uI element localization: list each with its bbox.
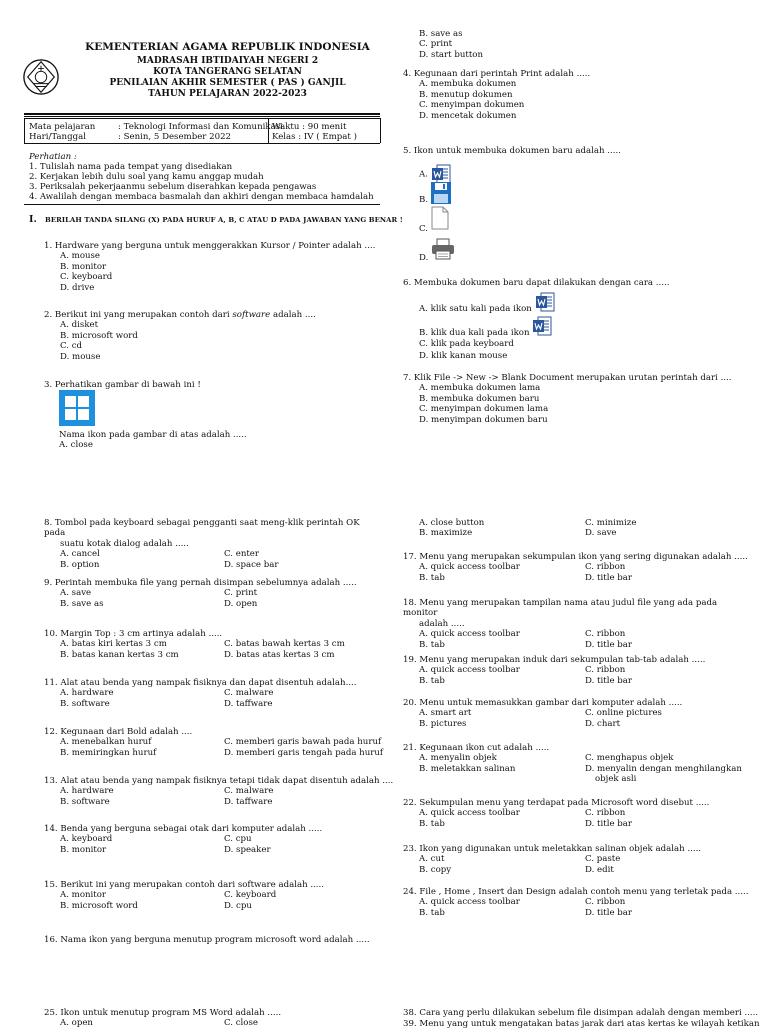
section-number: I.	[29, 214, 37, 225]
option-a[interactable]: A. quick access toolbar	[419, 897, 520, 908]
option-c[interactable]: C. menghapus objek	[585, 753, 674, 764]
option-a[interactable]: A. keyboard	[60, 834, 113, 845]
question-10: 10. Margin Top : 3 cm artinya adalah ..... A. batas kiri kertas 3 cm C. batas bawah kertas 3 cm B. batas kanan kertas 3 cm D. batas atas kertas 3 cm	[44, 629, 404, 660]
question-2-italic: software	[232, 310, 271, 320]
option-b[interactable]: B. microsoft word	[60, 900, 138, 911]
section-instruction: BERILAH TANDA SILANG (X) PADA HURUF A, B, C ATAU D PADA JAWABAN YANG BENAR !	[45, 216, 403, 224]
option-b[interactable]: B. save as	[419, 29, 463, 39]
option-c[interactable]: C. enter	[224, 549, 259, 560]
option-c[interactable]: C. malware	[224, 786, 274, 797]
question-23: 23. Ikon yang digunakan untuk meletakkan salinan objek adalah ..... A. cut C. paste B. copy D. edit	[403, 844, 755, 875]
option-a-label: A. klik satu kali pada ikon	[419, 303, 532, 314]
option-d[interactable]: D. menyimpan dokumen baru	[419, 414, 548, 425]
option-a[interactable]: A. monitor	[60, 890, 107, 901]
option-c-label: C.	[419, 223, 429, 234]
option-b[interactable]: B. tab	[419, 572, 445, 583]
option-d[interactable]: D. mouse	[60, 351, 101, 362]
option-c[interactable]: C. paste	[585, 854, 621, 865]
question-19: 19. Menu yang merupakan induk dari sekumpulan tab-tab adalah ..... A. quick access toolbar C. ribbon B. tab D. title bar	[403, 655, 755, 686]
info-subject-value: : Teknologi Informasi dan Komunikasi	[118, 122, 283, 132]
option-c[interactable]: C. batas bawah kertas 3 cm	[224, 639, 345, 650]
notice-item: 1. Tulislah nama pada tempat yang disediakan	[29, 162, 233, 172]
option-d[interactable]: D. title bar	[585, 639, 633, 650]
save-floppy-icon	[431, 182, 451, 204]
question-22: 22. Sekumpulan menu yang terdapat pada Microsoft word disebut ..... A. quick access toolbar C. ribbon B. tab D. title bar	[403, 798, 755, 829]
option-d[interactable]: D. mencetak dokumen	[419, 110, 517, 121]
option-b[interactable]: B. batas kanan kertas 3 cm	[60, 649, 179, 660]
option-d[interactable]: D. save	[585, 528, 617, 539]
option-b[interactable]: B. tab	[419, 818, 445, 829]
option-a[interactable]: A. membuka dokumen	[419, 79, 517, 90]
option-c[interactable]: C. ribbon	[585, 562, 626, 573]
option-b[interactable]: B. save as	[60, 598, 104, 609]
question-12: 12. Kegunaan dari Bold adalah .... A. menebalkan huruf C. memberi garis bawah pada huruf B. memiringkan huruf D. memberi garis tengah pada huruf	[44, 727, 404, 758]
question-17: 17. Menu yang merupakan sekumpulan ikon yang sering digunakan adalah ..... A. quick access toolbar C. ribbon B. tab D. title bar	[403, 552, 755, 583]
notice-divider	[24, 204, 380, 205]
info-box-bottom	[24, 143, 380, 144]
option-b[interactable]: B. tab	[419, 639, 445, 650]
option-b[interactable]: B. monitor	[60, 261, 107, 272]
option-a[interactable]: A. disket	[60, 320, 99, 331]
option-a[interactable]: A. batas kiri kertas 3 cm	[60, 639, 167, 650]
option-b[interactable]: B. meletakkan salinan	[419, 763, 516, 774]
question-18: 18. Menu yang merupakan tampilan nama atau judul file yang ada pada monitor adalah ..... A. quick access toolbar C. ribbon B. tab D. title bar	[403, 598, 743, 650]
option-d[interactable]: D. chart	[585, 718, 621, 729]
option-a[interactable]: A. membuka dokumen lama	[419, 383, 541, 394]
option-a[interactable]: A. menyalin objek	[419, 753, 497, 764]
option-d[interactable]: D. open	[224, 598, 258, 609]
option-b-label: B. klik dua kali pada ikon	[419, 327, 530, 338]
question-3-stem: 3. Perhatikan gambar di bawah ini !	[44, 380, 201, 390]
header-school: MADRASAH IBTIDAIYAH NEGERI 2	[136, 56, 319, 66]
option-d-continued: objek asli	[595, 774, 637, 785]
option-c[interactable]: C. menyimpan dokumen lama	[419, 404, 549, 415]
option-b[interactable]: B. option	[60, 559, 100, 570]
option-d[interactable]: D. taffware	[224, 698, 273, 709]
question-5-stem: 5. Ikon untuk membuka dokumen baru adalah .....	[403, 146, 621, 156]
info-box-left	[24, 118, 25, 143]
option-d[interactable]: D. memberi garis tengah pada huruf	[224, 747, 384, 758]
option-a[interactable]: A. quick access toolbar	[419, 629, 520, 640]
question-2-stem-end: adalah ....	[270, 310, 316, 320]
option-d[interactable]: D. title bar	[585, 907, 633, 918]
question-6-stem: 6. Membuka dokumen baru dapat dilakukan dengan cara .....	[403, 278, 670, 288]
option-c[interactable]: C. menyimpan dokumen	[419, 100, 525, 111]
option-a[interactable]: A. quick access toolbar	[419, 665, 520, 676]
option-b[interactable]: B. microsoft word	[60, 330, 138, 341]
notice-item: 4. Awalilah dengan membaca basmalah dan akhiri dengan membaca hamdalah	[29, 192, 374, 202]
question-13: 13. Alat atau benda yang nampak fisiknya tetapi tidak dapat disentuh adalah .... A. hardware C. malware B. software D. taffware	[44, 776, 404, 807]
question-39-stem: 39. Menu yang untuk mengatakan batas jarak dari atas kertas ke wilayah ketikan	[403, 1019, 760, 1029]
option-d[interactable]	[419, 238, 455, 263]
option-d[interactable]: D. edit	[585, 864, 614, 875]
option-d[interactable]: D. klik kanan mouse	[419, 351, 508, 361]
question-38-stem: 38. Cara yang perlu dilakukan sebelum file disimpan adalah dengan memberi .....	[403, 1008, 759, 1018]
word-icon	[431, 164, 451, 184]
option-b[interactable]: B. membuka dokumen baru	[419, 393, 540, 404]
option-c[interactable]: C. close	[224, 1018, 258, 1029]
option-d[interactable]: D. title bar	[585, 818, 633, 829]
question-14: 14. Benda yang berguna sebagai otak dari komputer adalah ..... A. keyboard C. cpu B. monitor D. speaker	[44, 824, 404, 855]
option-c[interactable]: C. ribbon	[585, 629, 626, 640]
option-b[interactable]: B. memiringkan huruf	[60, 747, 157, 758]
option-a[interactable]: A. hardware	[60, 688, 114, 699]
question-16-options	[403, 518, 755, 539]
windows-logo-icon	[59, 390, 95, 426]
option-a[interactable]	[419, 292, 555, 312]
blank-document-icon	[431, 206, 449, 230]
option-c[interactable]: C. malware	[224, 688, 274, 699]
question-15: 15. Berikut ini yang merupakan contoh dari software adalah ..... A. monitor C. keyboard B. microsoft word D. cpu	[44, 880, 404, 911]
option-a[interactable]: A. save	[60, 588, 92, 599]
header-divider-thin	[24, 116, 380, 117]
info-date-label: Hari/Tanggal	[29, 132, 86, 142]
question-21: 21. Kegunaan ikon cut adalah ..... A. menyalin objek C. menghapus objek B. meletakkan salinan D. menyalin dengan menghilangkan objek asli	[403, 743, 755, 785]
option-c[interactable]: C. cpu	[224, 834, 252, 845]
option-d[interactable]: D. batas atas kertas 3 cm	[224, 649, 335, 660]
option-a[interactable]: A. quick access toolbar	[419, 562, 520, 573]
option-a[interactable]: A. smart art	[419, 708, 472, 719]
option-c[interactable]: C. cd	[60, 341, 83, 352]
question-25: 25. Ikon untuk menutup program MS Word adalah ..... A. open C. close	[44, 1008, 404, 1029]
option-d[interactable]: D. menyalin dengan menghilangkan	[585, 763, 742, 774]
question-9: 9. Perintah membuka file yang pernah disimpan sebelumnya adalah ..... A. save C. print B. save as D. open	[44, 578, 404, 609]
printer-icon	[431, 238, 455, 260]
option-b[interactable]: B. monitor	[60, 844, 107, 855]
info-subject-label: Mata pelajaran	[29, 122, 96, 132]
option-c[interactable]	[419, 206, 449, 234]
option-d[interactable]: D. cpu	[224, 900, 252, 911]
option-d[interactable]: D. space bar	[224, 559, 279, 570]
option-a[interactable]: A. close	[59, 440, 93, 450]
option-d[interactable]: D. speaker	[224, 844, 271, 855]
info-box-right	[380, 118, 381, 143]
option-a[interactable]: A. cancel	[60, 549, 100, 560]
option-a[interactable]: A. mouse	[60, 251, 101, 262]
info-date-value: : Senin, 5 Desember 2022	[118, 132, 231, 142]
option-c[interactable]: C. print	[224, 588, 258, 599]
option-b[interactable]: B. maximize	[419, 528, 473, 539]
option-d[interactable]: D. start button	[419, 49, 483, 60]
ministry-seal-icon	[22, 58, 60, 96]
option-a[interactable]: A. close button	[419, 518, 485, 528]
question-24: 24. File , Home , Insert dan Design adalah contoh menu yang terletak pada ..... A. quick access toolbar C. ribbon B. tab D. title bar	[403, 887, 755, 918]
option-c[interactable]: C. memberi garis bawah pada huruf	[224, 737, 382, 748]
option-a[interactable]: A. hardware	[60, 786, 114, 797]
question-4: 4. Kegunaan dari perintah Print adalah ..... A. membuka dokumen B. menutup dokumen C. menyimpan dokumen D. mencetak dokumen	[403, 69, 591, 121]
option-a[interactable]: A. cut	[419, 854, 445, 865]
option-a[interactable]	[419, 164, 451, 184]
word-icon	[532, 316, 552, 336]
option-c[interactable]: C. keyboard	[60, 272, 113, 283]
option-d[interactable]: D. drive	[60, 282, 95, 293]
question-16-stem: 16. Nama ikon yang berguna menutup program microsoft word adalah .....	[44, 935, 370, 945]
option-c[interactable]: C. print	[419, 39, 453, 50]
question-2-stem: 2. Berikut ini yang merupakan contoh dari	[44, 310, 233, 320]
question-2	[44, 310, 316, 362]
option-a[interactable]: A. quick access toolbar	[419, 808, 520, 819]
header-ministry: KEMENTERIAN AGAMA REPUBLIK INDONESIA	[85, 41, 370, 53]
question-1: 1. Hardware yang berguna untuk menggerakkan Kursor / Pointer adalah .... A. mouse B. monitor C. keyboard D. drive	[44, 241, 376, 293]
option-d-label: D.	[419, 252, 429, 263]
option-d[interactable]: D. title bar	[585, 572, 633, 583]
question-20: 20. Menu untuk memasukkan gambar dari komputer adalah ..... A. smart art C. online pictures B. pictures D. chart	[403, 698, 755, 729]
option-d[interactable]: D. title bar	[585, 675, 633, 686]
info-time: Waktu : 90 menit	[272, 122, 347, 132]
question-8: 8. Tombol pada keyboard sebagai pengganti saat meng-klik perintah OK pada suatu kotak dialog adalah ..... A. cancel C. enter B. option D. space bar	[44, 518, 380, 570]
option-b[interactable]: B. tab	[419, 907, 445, 918]
header-divider	[24, 113, 380, 115]
option-b[interactable]: B. software	[60, 796, 110, 807]
option-b[interactable]	[419, 182, 451, 204]
option-c[interactable]: C. ribbon	[585, 808, 626, 819]
option-a[interactable]: A. menebalkan huruf	[60, 737, 152, 748]
header-year: TAHUN PELAJARAN 2022-2023	[148, 89, 307, 99]
info-class: Kelas : IV ( Empat )	[272, 132, 357, 142]
option-c[interactable]: C. minimize	[585, 518, 637, 528]
option-a[interactable]: A. open	[60, 1018, 93, 1029]
question-3-continued	[403, 29, 483, 60]
option-b[interactable]: B. copy	[419, 864, 452, 875]
notice-title: Perhatian :	[29, 152, 77, 162]
option-a-label: A.	[419, 169, 428, 180]
option-c[interactable]: C. keyboard	[224, 890, 277, 901]
notice-item: 3. Periksalah pekerjaanmu sebelum diserahkan kepada pengawas	[29, 182, 317, 192]
option-c[interactable]: C. klik pada keyboard	[419, 339, 514, 349]
option-b[interactable]	[419, 316, 552, 336]
question-7: 7. Klik File -> New -> Blank Document merupakan urutan perintah dari .... A. membuka dokumen lama B. membuka dokumen baru C. menyimpan dokumen lama D. menyimpan dokumen baru	[403, 373, 732, 425]
question-3-stem-2: Nama ikon pada gambar di atas adalah .....	[59, 430, 247, 440]
option-b[interactable]: B. menutup dokumen	[419, 89, 513, 100]
option-c[interactable]: C. ribbon	[585, 665, 626, 676]
option-c[interactable]: C. ribbon	[585, 897, 626, 908]
question-11: 11. Alat atau benda yang nampak fisiknya dan dapat disentuh adalah.... A. hardware C. malware B. software D. taffware	[44, 678, 404, 709]
header-city: KOTA TANGERANG SELATAN	[153, 67, 302, 77]
option-c[interactable]: C. online pictures	[585, 708, 662, 719]
word-icon	[535, 292, 555, 312]
option-b[interactable]: B. pictures	[419, 718, 467, 729]
notice-item: 2. Kerjakan lebih dulu soal yang kamu anggap mudah	[29, 172, 264, 182]
option-d[interactable]: D. taffware	[224, 796, 273, 807]
option-b[interactable]: B. software	[60, 698, 110, 709]
option-b[interactable]: B. tab	[419, 675, 445, 686]
info-box-top	[24, 118, 380, 119]
option-b-label: B.	[419, 194, 429, 205]
header-exam: PENILAIAN AKHIR SEMESTER ( PAS ) GANJIL	[109, 78, 346, 88]
